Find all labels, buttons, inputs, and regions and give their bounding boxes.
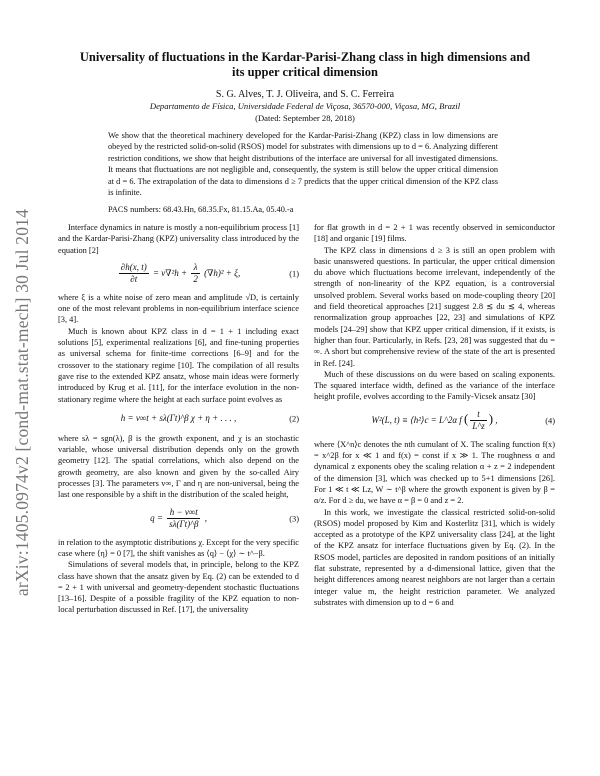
paragraph: Simulations of several models that, in principle, belong to the KPZ class have shown that the ansatz given by Eq. (2) can be extended to d = 2 + 1 with universal and geometry-dependent stochastic fluctuations [13–16]. Despite of a possible fragility of the KPZ equation to non-local perturbation discussed in Ref. [17], the universality xyxy=(58,560,299,615)
eq1-rhs: (∇h)² + ξ, xyxy=(204,267,241,278)
eq3-lhs: q = xyxy=(150,512,163,523)
paragraph: Much is known about KPZ class in d = 1 + 1 including exact solutions [5], experimental realizations [6], and fine-tuning properties as universal schema for finite-time corrections [6–9] and for the crossover to the stationary regime [10]. The compilation of all results gave rise to the extended KPZ ansatz, whose main ideas were formerly introduced by Krug et al. [11], for the interface evolution in the non-stationary regime where the height at each surface point evolves as xyxy=(58,326,299,404)
equation-4-number: (4) xyxy=(545,416,555,426)
equation-2-body: h = v∞t + sλ(Γt)^β χ + η + . . . , xyxy=(120,413,237,424)
equation-1 xyxy=(58,259,299,289)
paragraph: Much of these discussions on du were based on scaling exponents. The squared interface width, defined as the variance of the interface height profile, evolves according to the Family-Vicsek ansatz [30] xyxy=(314,369,555,402)
equation-2-number: (2) xyxy=(289,414,299,424)
equation-4-body xyxy=(371,409,497,433)
eq1-lhs-fraction xyxy=(119,262,149,286)
eq3-numerator: h − v∞t xyxy=(167,507,200,519)
paragraph: where sλ = sgn(λ), β is the growth exponent, and χ is an stochastic variable, whose universal distribution depends only on the growth geometry [12]. The spatial correlations, which also depend on the growth geometry, are also known and given by the so-called Airy processes [3]. The parameters v∞, Γ and η are non-universal, being the last one responsible by a shift in the distribution of the scaled height, xyxy=(58,433,299,500)
eq1-frac-denominator: 2 xyxy=(193,274,198,285)
eq3-fraction xyxy=(167,507,200,531)
eq1-middle: = ν∇²h + xyxy=(152,267,188,278)
authors: S. G. Alves, T. J. Oliveira, and S. C. Ferreira xyxy=(215,89,395,100)
left-column xyxy=(58,222,299,616)
paper-title xyxy=(70,50,540,80)
arxiv-stamp-container xyxy=(10,182,36,622)
eq3-tail: , xyxy=(204,512,207,523)
equation-1-body xyxy=(117,262,240,286)
eq3-denominator: sλ(Γt)^β xyxy=(169,519,199,530)
eq4-fraction xyxy=(470,409,486,433)
eq1-frac-numerator: λ xyxy=(191,262,200,274)
eq1-lhs-numerator: ∂h(x, t) xyxy=(119,262,149,274)
eq4-numerator: t xyxy=(470,409,486,421)
equation-3-body xyxy=(150,507,207,531)
eq4-lhs: W²(L, t) ≡ ⟨h²⟩c = L^2α f xyxy=(371,414,462,425)
dated: (Dated: September 28, 2018) xyxy=(255,113,355,123)
paragraph: for flat growth in d = 2 + 1 was recently observed in semiconductor [18] and organic [19] films. xyxy=(314,223,555,244)
paragraph: The KPZ class in dimensions d ≥ 3 is still an open problem with basic unanswered questions. In particular, the upper critical dimension du above which fluctuations become irrelevant, independently of the strength of non-linearity of the KPZ equation, is a controversial unsolved problem. Several works based on mode-coupling theory [20] and field theoretical approaches [21] suggest 2.8 ≲ du ≲ 4, whereas renormalization group approaches [22, 23] and simulations of KPZ models [24–29] show that KPZ upper critical dimension, if it exists, is higher than four. Particularly, in Refs. [23, 28] was suggested that du = ∞. A short but comprehensive review of the state of the art is presented in Ref. [24]. xyxy=(314,245,555,368)
title-line-1: Universality of fluctuations in the Kardar-Parisi-Zhang class in high dimensions and xyxy=(79,50,531,64)
eq4-open-paren: ( xyxy=(464,410,469,426)
eq4-denominator: L^z xyxy=(472,421,485,432)
eq4-close-paren: ) xyxy=(488,410,494,426)
paragraph: in relation to the asymptotic distributions χ. Except for the very specific case where ⟨η⟩ = 0 [7], the shift vanishes as ⟨q⟩ − ⟨χ⟩ ∼ t^−β. xyxy=(58,537,299,558)
paragraph: where ⟨X^n⟩c denotes the nth cumulant of X. The scaling function f(x) = x^2β for x ≪ 1 and f(x) = const if x ≫ 1. The roughness α and dynamical z exponents obey the scaling relation α + z = 2 independent of the dimension [3], which was checked up to 5+1 dimensions [26]. For 1 ≪ t ≪ Lz, W ∼ t^β where the growth exponent is given by β = α/z. For d ≥ du, we have α = β = 0 and z = 2. xyxy=(314,439,555,506)
right-column xyxy=(314,222,555,608)
paragraph: Interface dynamics in nature is mostly a non-equilibrium process [1] and the Kardar-Parisi-Zhang (KPZ) universality class introduced by the equation [2] xyxy=(58,223,299,255)
equation-2 xyxy=(58,408,299,430)
equation-3 xyxy=(58,504,299,534)
title-line-2: its upper critical dimension xyxy=(232,65,378,79)
pacs-numbers: PACS numbers: 68.43.Hn, 68.35.Fx, 81.15.Aa, 05.40.-a xyxy=(108,205,294,214)
affiliation: Departamento de Física, Universidade Federal de Viçosa, 36570-000, Viçosa, MG, Brazil xyxy=(149,101,461,111)
eq1-lhs-denominator: ∂t xyxy=(130,274,138,285)
equation-1-number: (1) xyxy=(289,269,299,279)
equation-3-number: (3) xyxy=(289,513,299,523)
paragraph: In this work, we investigate the classical restricted solid-on-solid (RSOS) model proposed by Kim and Kosterlitz [31], which is widely accepted as a prototype of the KPZ universality class [24], at the light of the KPZ ansatz for interface fluctuations given by Eq. (2). In the RSOS model, particles are deposited in random positions of an initially flat substrate, represented by a d-dimensional lattice, given that the height differences among nearest neighbors are not larger than a certain integer value m, the height restriction parameter. We analyzed substrates with dimension up to d = 6 and xyxy=(314,507,555,607)
paragraph: where ξ is a white noise of zero mean and amplitude √D, is certainly one of the most relevant problems in non-equilibrium interface science [3, 4]. xyxy=(58,292,299,325)
eq4-tail: , xyxy=(495,414,498,425)
arxiv-stamp: arXiv:1405.0974v2 [cond-mat.stat-mech] 30 Jul 2014 xyxy=(12,208,33,596)
equation-4 xyxy=(314,406,555,436)
abstract: We show that the theoretical machinery developed for the Kardar-Parisi-Zhang (KPZ) class in low dimensions are obeyed by the restricted solid-on-solid (RSOS) model for substrates with dimensions up to d = 6. Analyzing different restriction conditions, we show that height distributions of the interface are universal for all investigated dimensions. It means that fluctuations are not negligible and, consequently, the system is still below the upper critical dimension at d = 6. The extrapolation of the data to dimensions d ≥ 7 predicts that the upper critical dimension of the KPZ class is infinite. xyxy=(108,131,498,198)
eq1-lambda-fraction xyxy=(191,262,200,286)
